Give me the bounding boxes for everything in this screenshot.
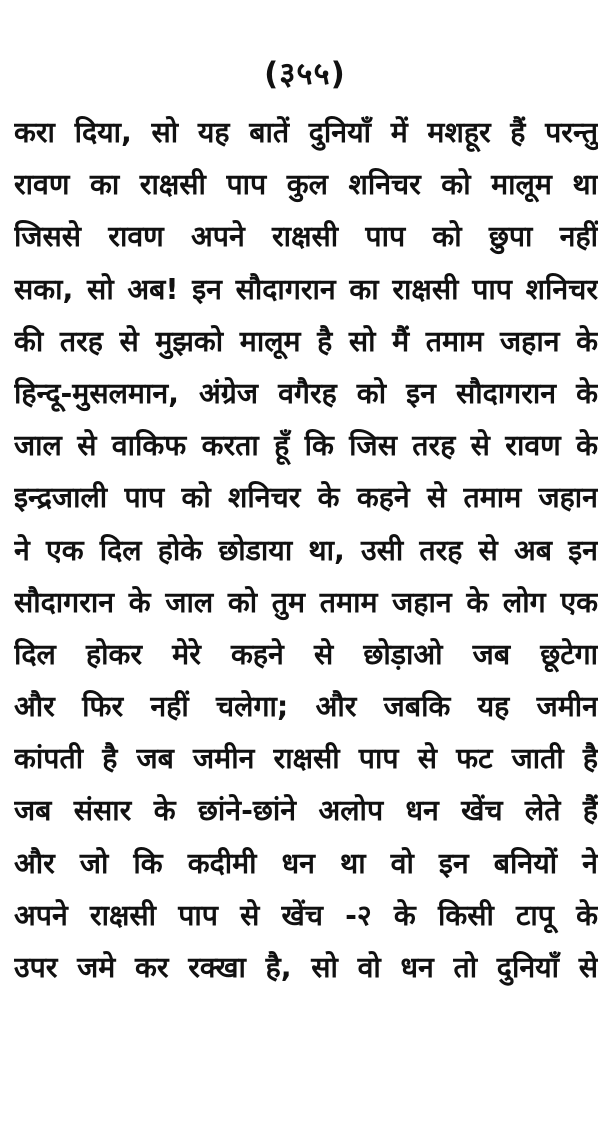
text-line: जाल से वाकिफ करता हूँ कि जिस तरह से रावण के: [14, 429, 598, 463]
text-line: सौदागरान के जाल को तुम तमाम जहान के लोग एक: [14, 585, 598, 619]
text-line: अपने राक्षसी पाप से खेंच -२ के किसी टापू के: [14, 898, 598, 932]
text-line: इन्द्रजाली पाप को शनिचर के कहने से तमाम जहान: [14, 481, 598, 515]
text-line: और फिर नहीं चलेगा; और जबकि यह जमीन: [14, 690, 598, 724]
text-line: दिल होकर मेरे कहने से छोड़ाओ जब छूटेगा: [14, 637, 598, 671]
text-line: सका, सो अब! इन सौदागरान का राक्षसी पाप शनिचर: [14, 272, 598, 306]
text-line: की तरह से मुझको मालूम है सो मैं तमाम जहान के: [14, 324, 598, 358]
text-line: करा दिया, सो यह बातें दुनियाँ में मशहूर हैं परन्तु: [14, 116, 598, 149]
text-line: रावण का राक्षसी पाप कुल शनिचर को मालूम था: [14, 168, 598, 202]
text-line: जिससे रावण अपने राक्षसी पाप को छुपा नहीं: [14, 220, 598, 254]
text-line: उपर जमे कर रक्खा है, सो वो धन तो दुनियाँ से: [14, 951, 598, 984]
body-text: [14, 107, 598, 994]
text-line: ने एक दिल होके छोडाया था, उसी तरह से अब इन: [14, 533, 598, 567]
text-line: और जो कि कदीमी धन था वो इन बनियों ने: [14, 846, 598, 880]
text-line: जब संसार के छांने-छांने अलोप धन खेंच लेते हैं: [14, 794, 598, 828]
text-line: कांपती है जब जमीन राक्षसी पाप से फट जाती है: [14, 742, 598, 776]
page-number: (३५५): [264, 56, 346, 92]
text-line: हिन्दू-मुसलमान, अंग्रेज वगैरह को इन सौदागरान के: [14, 376, 598, 410]
